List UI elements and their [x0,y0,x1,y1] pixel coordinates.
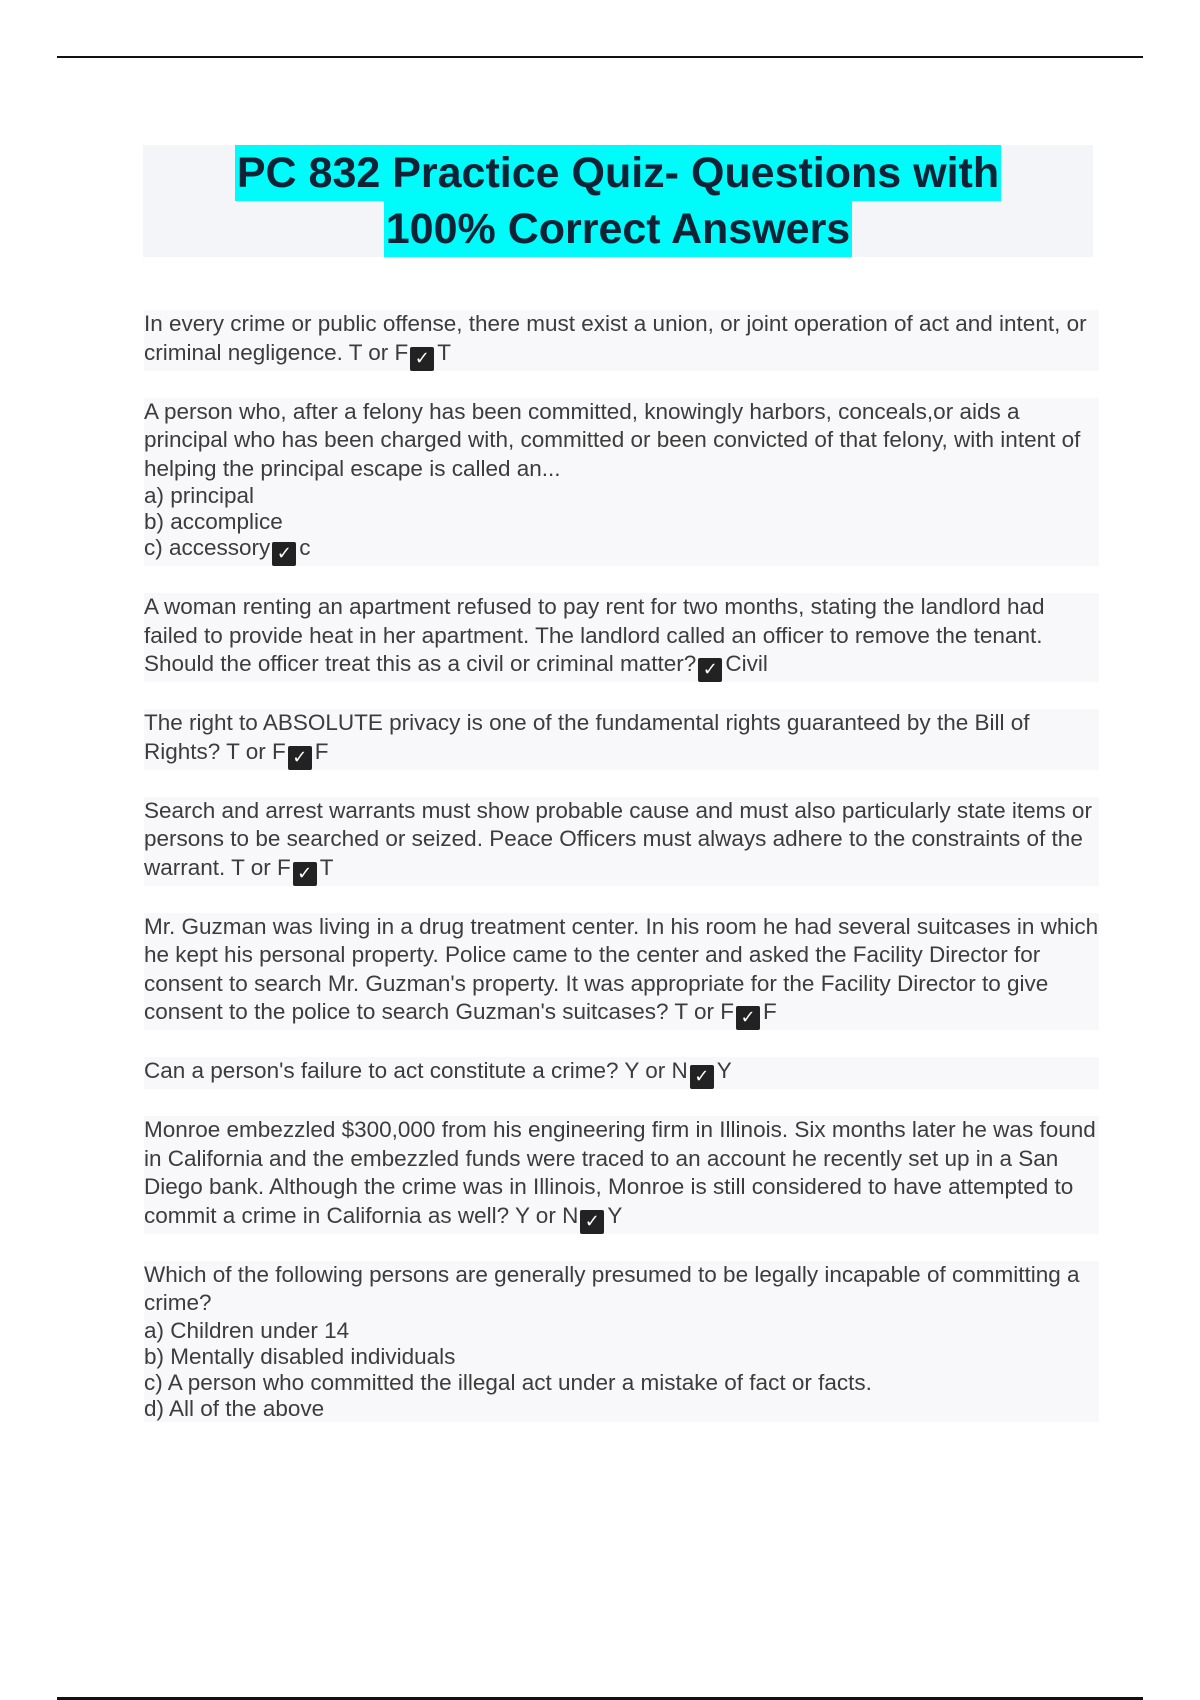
question-text: A person who, after a felony has been committed, knowingly harbors, conceals,or aids a principal who has been charged with, committed or been convicted of that felony, with intent of helping the principal escape is called an... [144,398,1081,481]
question-text: A woman renting an apartment refused to pay rent for two months, stating the landlord had failed to provide heat in her apartment. The landlord called an officer to remove the tenant. Should the officer treat this as a civil or criminal matter? [144,594,1045,676]
answer-option [144,509,1099,535]
answer-text: Civil [725,651,768,676]
question-body [144,1261,1099,1422]
page-title-line-2: 100% Correct Answers [384,201,852,257]
question-body [144,797,1099,886]
answer-option [144,483,1099,509]
option-text: d) All of the above [144,1395,325,1421]
question-body [144,709,1099,770]
answer-text: Y [607,1202,623,1228]
checkmark-icon: ✓ [293,862,317,886]
answer-text: T [319,854,334,880]
question-body [144,398,1099,567]
checkmark-icon: ✓ [580,1210,604,1234]
question-text: The right to ABSOLUTE privacy is one of the fundamental rights guaranteed by the Bill of Rights? T or F [144,710,1030,764]
option-text: b) accomplice [144,509,283,534]
question-text: Which of the following persons are generally presumed to be legally incapable of committing a crime? [144,1261,1080,1315]
answer-text: F [763,999,777,1024]
question-block [144,593,1099,682]
question-text: Monroe embezzled $300,000 from his engineering firm in Illinois. Six months later he was found in California and the embezzled funds were traced to an account he recently set up in a San Diego bank. Although the crime was in Illinois, Monroe is still considered to have attempted to commit a crime in California as well? Y or N [144,1117,1096,1228]
answer-option [144,1318,1099,1344]
page-title-line-1: PC 832 Practice Quiz- Questions with [235,145,1001,201]
option-text: c) accessory [144,535,271,560]
question-body [144,1057,1099,1089]
title-banner [143,145,1093,257]
question-block [144,310,1099,371]
question-block [144,1116,1099,1234]
answer-option [144,535,1099,566]
question-text: Can a person's failure to act constitute a crime? Y or N [144,1058,688,1083]
question-body [144,593,1099,682]
answer-option [144,1344,1099,1370]
option-text: a) Children under 14 [144,1317,350,1343]
checkmark-icon: ✓ [698,658,722,682]
answer-option [144,1396,1099,1422]
question-block [144,797,1099,886]
question-list [144,310,1099,1449]
question-body [144,1116,1099,1234]
answer-text: Y [716,1058,732,1083]
top-rule [57,56,1143,58]
answer-text: c [299,535,311,560]
answer-option [144,1370,1099,1396]
question-body [144,913,1099,1031]
checkmark-icon: ✓ [272,542,296,566]
option-text: c) A person who committed the illegal act under a mistake of fact or facts. [144,1369,872,1395]
option-text: b) Mentally disabled individuals [144,1343,456,1369]
question-text: Search and arrest warrants must show probable cause and must also particularly state items or persons to be searched or seized. Peace Officers must always adhere to the constraints of the warrant. T or F [144,797,1092,880]
checkmark-icon: ✓ [736,1006,760,1030]
question-block [144,1261,1099,1422]
question-text: In every crime or public offense, there must exist a union, or joint operation of act and intent, or criminal negligence. T or F [144,311,1087,365]
question-block [144,398,1099,567]
question-block [144,913,1099,1031]
answer-text: T [437,339,452,365]
checkmark-icon: ✓ [690,1065,714,1089]
checkmark-icon: ✓ [410,347,434,371]
answer-text: F [314,738,329,764]
question-block [144,1057,1099,1089]
question-text: Mr. Guzman was living in a drug treatment center. In his room he had several suitcases in which he kept his personal property. Police came to the center and asked the Facility Director for consent to search Mr. Guzman's property. It was appropriate for the Facility Director to give consent to the police to search Guzman's suitcases? T or F [144,913,1099,1024]
question-body [144,310,1099,371]
option-text: a) principal [144,483,255,508]
checkmark-icon: ✓ [288,746,312,770]
question-block [144,709,1099,770]
